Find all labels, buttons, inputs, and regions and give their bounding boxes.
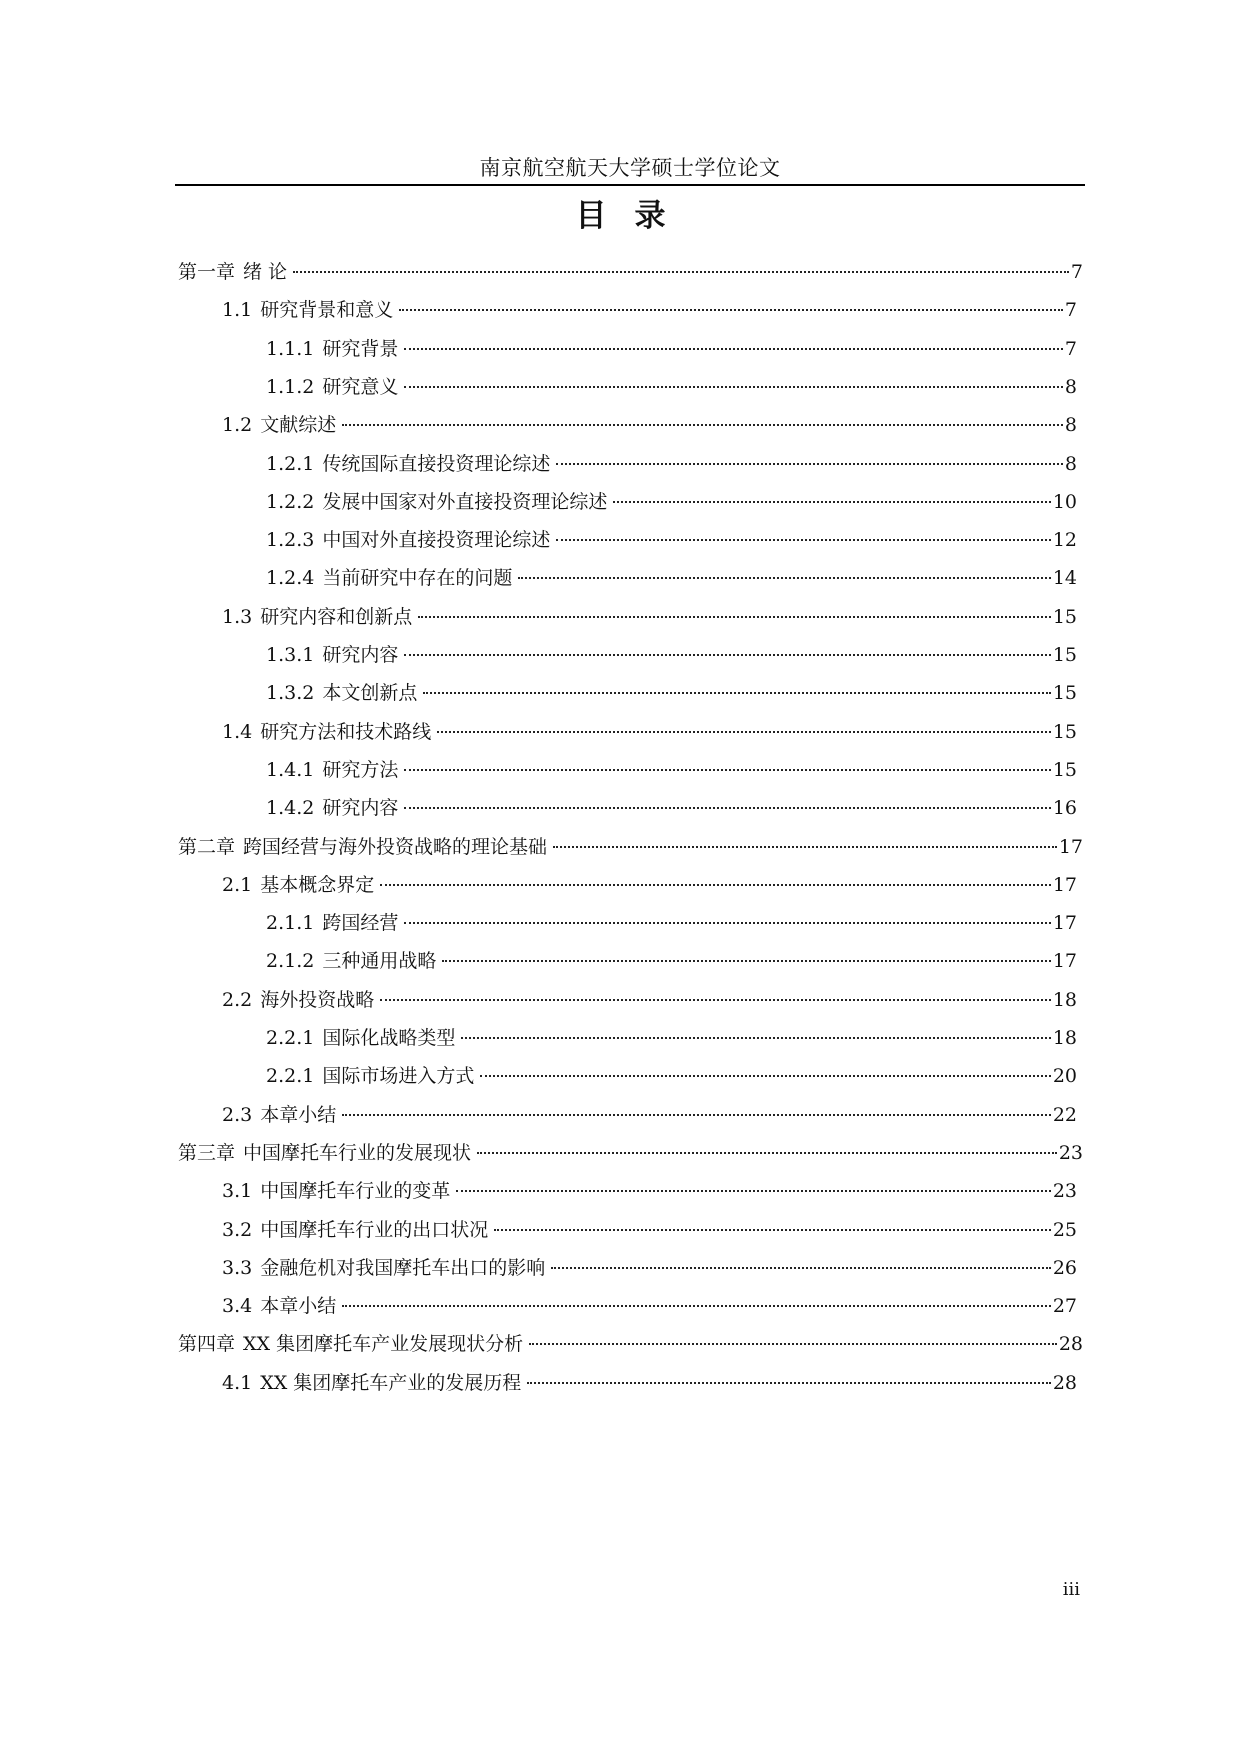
dot-leader (556, 463, 1063, 465)
toc-entry[interactable] (266, 563, 1077, 606)
toc-entry-text: 研究背景和意义 (260, 299, 394, 322)
toc-entry-label (266, 487, 607, 517)
toc-entry-label (266, 563, 512, 593)
toc-entry-text: 中国摩托车行业的发展现状 (243, 1141, 472, 1164)
toc-entry-text: 研究内容和创新点 (260, 605, 413, 628)
toc-entry-text: 文献综述 (260, 414, 337, 437)
toc-entry-number: 1.4.2 (266, 797, 315, 820)
toc-entry-label (222, 870, 374, 900)
dot-leader (399, 309, 1063, 311)
dot-leader (380, 884, 1051, 886)
toc-entry-number: 4.1 (222, 1371, 253, 1394)
toc-entry-text: 研究方法 (322, 758, 399, 781)
toc-entry[interactable] (222, 1100, 1077, 1143)
toc-entry-page: 17 (1052, 912, 1077, 935)
toc-entry-number: 1.3.1 (266, 644, 315, 666)
dot-leader (461, 1037, 1050, 1039)
dot-leader (404, 654, 1050, 656)
toc-entry-number: 第三章 (178, 1141, 236, 1164)
toc-entry-number: 1.4 (222, 720, 253, 743)
dot-leader (442, 960, 1050, 962)
toc-entry[interactable] (266, 525, 1077, 568)
toc-entry-label (266, 946, 436, 976)
toc-entry-page: 16 (1052, 797, 1077, 820)
toc-entry-text: 三种通用战略 (322, 950, 437, 973)
toc-entry[interactable] (178, 257, 1083, 300)
toc-entry-number: 第四章 (178, 1333, 236, 1356)
toc-entry[interactable] (266, 640, 1077, 683)
toc-entry-page: 26 (1052, 1256, 1077, 1279)
toc-entry-page: 10 (1052, 490, 1077, 513)
toc-entry-number: 2.2.1 (266, 1027, 315, 1049)
toc-entry-label (266, 525, 550, 555)
toc-entry-text: 海外投资战略 (260, 988, 375, 1011)
dot-leader (551, 1267, 1051, 1269)
toc-entry[interactable] (266, 449, 1077, 492)
toc-entry-number: 3.1 (222, 1180, 253, 1203)
toc-entry-page: 18 (1052, 988, 1077, 1011)
toc-entry-page: 8 (1064, 375, 1077, 398)
dot-leader (418, 616, 1051, 618)
toc-entry-number: 1.2.3 (266, 529, 315, 552)
toc-entry-page: 28 (1058, 1333, 1083, 1356)
toc-entry-label (178, 832, 547, 862)
toc-entry[interactable] (222, 602, 1077, 645)
toc-entry-number: 1.2 (222, 414, 253, 437)
toc-entry-label (222, 1215, 488, 1245)
toc-entry-label (178, 1138, 471, 1168)
dot-leader (494, 1229, 1051, 1231)
page-number: iii (1062, 1579, 1080, 1600)
toc-entry-text: 跨国经营 (322, 912, 399, 935)
toc-entry[interactable] (266, 1023, 1077, 1066)
toc-entry-text: 国际化战略类型 (322, 1027, 456, 1049)
toc-title: 目录 (575, 198, 694, 234)
toc-entry-text: 本章小结 (260, 1295, 337, 1318)
toc-entry-label (266, 908, 398, 938)
toc-entry-number: 第一章 (178, 261, 236, 283)
toc-entry-number: 3.2 (222, 1218, 253, 1241)
toc-entry[interactable] (222, 1368, 1077, 1411)
toc-entry-number: 1.1.1 (266, 337, 315, 360)
toc-entry-page: 17 (1058, 835, 1083, 858)
toc-entry[interactable] (222, 295, 1077, 338)
toc-entry-label (266, 334, 398, 364)
toc-entry-text: 当前研究中存在的问题 (322, 567, 513, 590)
toc-entry[interactable] (266, 678, 1077, 721)
dot-leader (613, 501, 1050, 503)
toc-entry-number: 第二章 (178, 835, 236, 858)
dot-leader (404, 348, 1063, 350)
dot-leader (480, 1075, 1050, 1077)
dot-leader (404, 807, 1050, 809)
toc-entry-label (266, 372, 398, 402)
toc-entry[interactable] (266, 334, 1077, 377)
toc-entry-text: 本文创新点 (322, 682, 418, 705)
toc-entry-text: 中国对外直接投资理论综述 (322, 529, 551, 552)
toc-entry[interactable] (178, 832, 1083, 875)
toc-entry[interactable] (266, 487, 1077, 530)
toc-entry-label (266, 1023, 455, 1053)
toc-entry-text: 研究内容 (322, 644, 399, 666)
toc-entry[interactable] (266, 793, 1077, 836)
toc-entry-page: 25 (1052, 1218, 1077, 1241)
dot-leader (380, 999, 1051, 1001)
toc-entry-text: 研究方法和技术路线 (260, 720, 432, 743)
toc-entry[interactable] (222, 1253, 1077, 1296)
toc-entry-number: 2.2 (222, 988, 253, 1011)
dot-leader (404, 386, 1063, 388)
toc-entry-label (222, 717, 431, 747)
toc-entry-text: 绪 论 (243, 261, 288, 283)
toc-entry-page: 7 (1064, 337, 1077, 360)
toc-entry-page: 15 (1052, 682, 1077, 705)
toc-entry-page: 18 (1052, 1027, 1077, 1049)
toc-entry-label (266, 793, 398, 823)
toc-entry-page: 14 (1052, 567, 1077, 590)
toc-entry-page: 8 (1064, 452, 1077, 475)
toc-entry-text: 研究内容 (322, 797, 399, 820)
toc-entry-number: 1.1.2 (266, 375, 315, 398)
toc-entry-text: XX 集团摩托车产业发展现状分析 (243, 1333, 524, 1356)
toc-entry-label (222, 1100, 336, 1130)
toc-entry-number: 2.2.1 (266, 1065, 315, 1088)
dot-leader (342, 1114, 1051, 1116)
dot-leader (529, 1343, 1057, 1345)
toc-entry-text: XX 集团摩托车产业的发展历程 (260, 1371, 522, 1394)
toc-entry-label (266, 449, 550, 479)
toc-entry[interactable] (178, 1329, 1083, 1372)
dot-leader (456, 1190, 1051, 1192)
toc-entry-text: 中国摩托车行业的变革 (260, 1180, 451, 1203)
toc-entry-text: 研究意义 (322, 375, 399, 398)
dot-leader (342, 424, 1063, 426)
toc-entry-page: 15 (1052, 758, 1077, 781)
dot-leader (553, 846, 1057, 848)
dot-leader (518, 577, 1050, 579)
toc-entry-label (266, 678, 417, 708)
toc-entry-number: 1.2.1 (266, 452, 315, 475)
toc-entry-text: 传统国际直接投资理论综述 (322, 452, 551, 475)
toc-entry-number: 1.3 (222, 605, 253, 628)
toc-entry-page: 7 (1070, 261, 1083, 283)
toc-entry-label (222, 1253, 545, 1283)
toc-entry[interactable] (222, 717, 1077, 760)
toc-entry-label (266, 640, 398, 670)
toc-entry[interactable] (266, 755, 1077, 798)
toc-entry-number: 3.3 (222, 1256, 253, 1279)
toc-entry-page: 23 (1058, 1141, 1083, 1164)
toc-entry-text: 中国摩托车行业的出口状况 (260, 1218, 489, 1241)
toc-entry-page: 22 (1052, 1103, 1077, 1126)
toc-entry-page: 20 (1052, 1065, 1077, 1088)
toc-entry[interactable] (266, 908, 1077, 951)
toc-entry-label (266, 1061, 474, 1091)
dot-leader (293, 271, 1069, 273)
toc-entry[interactable] (222, 410, 1077, 453)
toc-entry[interactable] (178, 1138, 1083, 1181)
toc-entry[interactable] (222, 1176, 1077, 1219)
toc-entry-number: 3.4 (222, 1295, 253, 1318)
toc-entry-page: 15 (1052, 644, 1077, 666)
running-header: 南京航空航天大学硕士学位论文 (479, 156, 781, 180)
toc-entry[interactable] (222, 985, 1077, 1028)
toc-entry-number: 1.2.2 (266, 490, 315, 513)
toc-entry-label (178, 257, 287, 287)
toc-entry-text: 研究背景 (322, 337, 399, 360)
toc-entry-label (222, 410, 336, 440)
toc-entry-text: 金融危机对我国摩托车出口的影响 (260, 1256, 546, 1279)
toc-entry-number: 2.3 (222, 1103, 253, 1126)
dot-leader (404, 769, 1050, 771)
toc-entry-number: 2.1 (222, 873, 253, 896)
toc-entry-text: 跨国经营与海外投资战略的理论基础 (243, 835, 548, 858)
toc-entry-label (222, 295, 393, 325)
toc-entry-text: 国际市场进入方式 (322, 1065, 475, 1088)
toc-entry-number: 2.1.1 (266, 912, 315, 935)
toc-entry-label (222, 602, 412, 632)
toc-entry-page: 12 (1052, 529, 1077, 552)
toc-entry-number: 1.3.2 (266, 682, 315, 705)
toc-entry[interactable] (222, 1215, 1077, 1258)
toc-entry-page: 17 (1052, 950, 1077, 973)
toc-entry-number: 2.1.2 (266, 950, 315, 973)
toc-entry-label (222, 985, 374, 1015)
toc-entry-page: 8 (1064, 414, 1077, 437)
toc-entry-text: 本章小结 (260, 1103, 337, 1126)
toc-entry-text: 基本概念界定 (260, 873, 375, 896)
toc-entry-page: 17 (1052, 873, 1077, 896)
dot-leader (342, 1305, 1051, 1307)
toc-entry-page: 27 (1052, 1295, 1077, 1318)
toc-entry-number: 1.2.4 (266, 567, 315, 590)
dot-leader (527, 1382, 1051, 1384)
toc-entry-label (222, 1291, 336, 1321)
dot-leader (556, 539, 1050, 541)
toc-entry-text: 发展中国家对外直接投资理论综述 (322, 490, 608, 513)
toc-entry-page: 28 (1052, 1371, 1077, 1394)
toc-entry-label (222, 1176, 450, 1206)
toc-entry-label (178, 1329, 523, 1359)
toc-entry[interactable] (266, 1061, 1077, 1104)
dot-leader (423, 692, 1050, 694)
toc-entry[interactable] (222, 1291, 1077, 1334)
toc-entry-number: 1.4.1 (266, 758, 315, 781)
toc-entry-page: 7 (1064, 299, 1077, 322)
toc-entry[interactable] (266, 946, 1077, 989)
dot-leader (437, 731, 1051, 733)
header-rule (175, 184, 1085, 186)
toc-entry-label (266, 755, 398, 785)
toc-entry[interactable] (222, 870, 1077, 913)
toc-entry[interactable] (266, 372, 1077, 415)
toc-entry-label (222, 1368, 521, 1398)
dot-leader (477, 1152, 1057, 1154)
toc-entry-page: 15 (1052, 605, 1077, 628)
toc-entry-page: 15 (1052, 720, 1077, 743)
toc-entry-number: 1.1 (222, 299, 253, 322)
toc-entry-page: 23 (1052, 1180, 1077, 1203)
dot-leader (404, 922, 1050, 924)
